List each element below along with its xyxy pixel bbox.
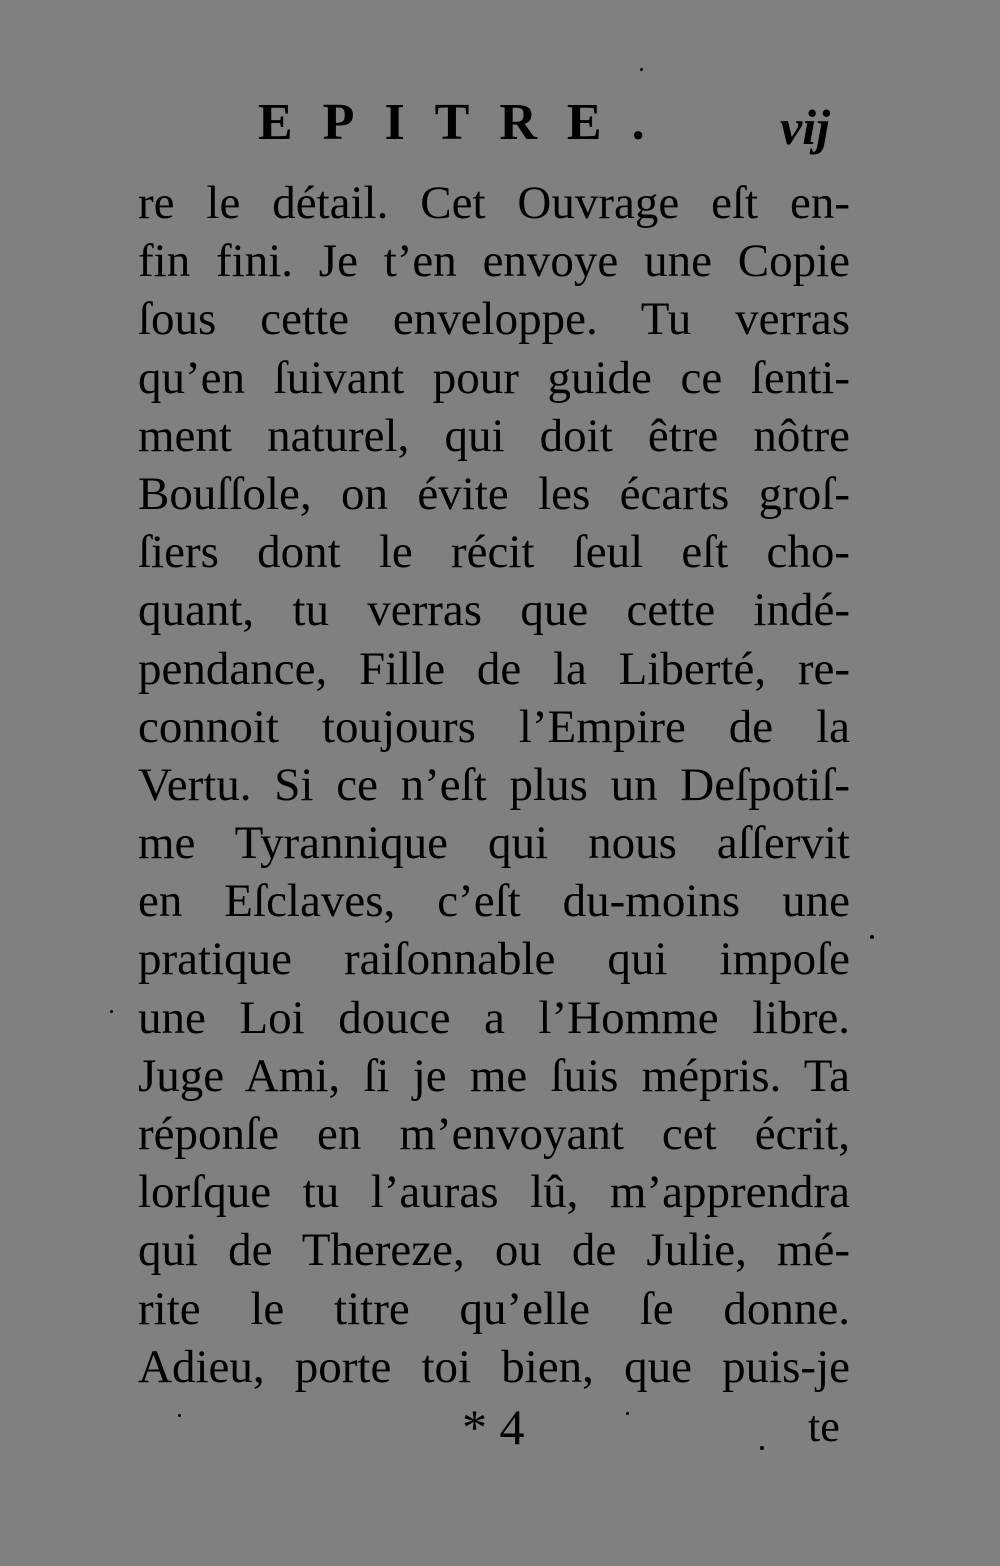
- text-line: me Tyrannique qui nous aſſervit: [138, 817, 850, 870]
- text-line: fin fini. Je t’en envoye une Copie: [138, 235, 850, 288]
- catchword: te: [808, 1402, 840, 1451]
- text-line: Bouſſole, on évite les écarts groſ-: [138, 467, 850, 520]
- text-line: qui de Thereze, ou de Julie, mé-: [138, 1224, 850, 1277]
- ink-speck: [110, 1010, 113, 1013]
- page-footer: [0, 1392, 1000, 1462]
- text-line: une Loi douce a l’Homme libre.: [138, 991, 850, 1044]
- text-line: re le détail. Cet Ouvrage eſt en-: [138, 177, 850, 229]
- text-line: ſiers dont le récit ſeul eſt cho-: [138, 526, 850, 579]
- ink-speck: [870, 935, 874, 939]
- text-line: ſous cette enveloppe. Tu verras: [138, 293, 850, 346]
- ink-speck: [760, 1446, 764, 1450]
- ink-speck: [178, 1414, 181, 1417]
- page-number: vij: [780, 99, 830, 155]
- text-line: Juge Ami, ſi je me ſuis mépris. Ta: [138, 1049, 850, 1102]
- text-line: rite le titre qu’elle ſe donne.: [138, 1282, 850, 1335]
- text-line: réponſe en m’envoyant cet écrit,: [138, 1108, 850, 1160]
- text-line: quant, tu verras que cette indé-: [138, 584, 850, 637]
- text-line: lorſque tu l’auras lû, m’apprendra: [138, 1166, 850, 1219]
- text-line: qu’en ſuivant pour guide ce ſenti-: [138, 351, 850, 404]
- text-line: en Eſclaves, c’eſt du-moins une: [138, 875, 850, 928]
- ink-speck: [640, 68, 643, 71]
- body-text: [138, 174, 850, 1396]
- text-line: Adieu, porte toi bien, que puis-je: [138, 1340, 850, 1393]
- text-line: ment naturel, qui doit être nôtre: [138, 409, 850, 462]
- text-line: pendance, Fille de la Liberté, re-: [138, 642, 850, 695]
- ink-speck: [626, 1412, 629, 1415]
- text-line: pratique raiſonnable qui impoſe: [138, 933, 850, 986]
- page-header: [0, 88, 1000, 158]
- signature-mark: * 4: [462, 1399, 525, 1455]
- text-line: Vertu. Si ce n’eſt plus un Deſpotiſ-: [138, 758, 850, 811]
- running-head: EPITRE.: [258, 94, 675, 151]
- text-line: connoit toujours l’Empire de la: [138, 700, 850, 753]
